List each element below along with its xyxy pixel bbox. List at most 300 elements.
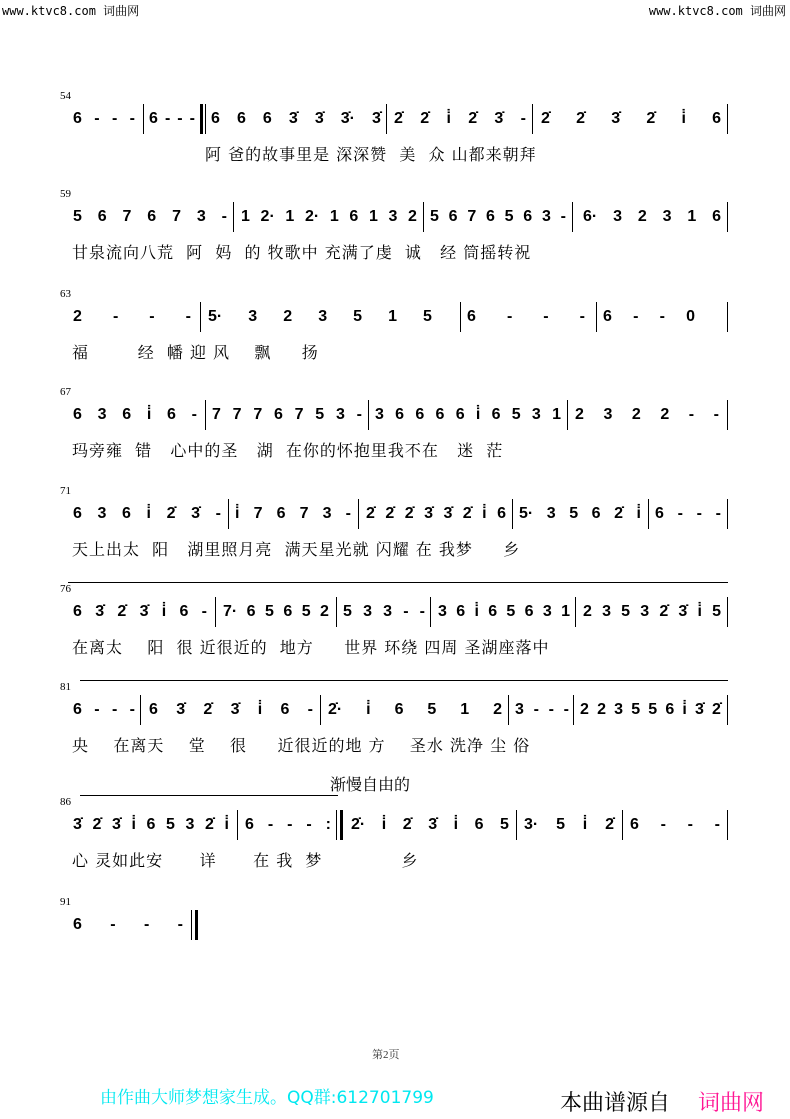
- measure-number: 86: [60, 796, 71, 808]
- note: 5: [500, 816, 509, 833]
- note: i̇: [146, 406, 152, 423]
- note: 3̇·: [340, 110, 355, 127]
- note: 6: [283, 603, 293, 620]
- final-barline: [195, 910, 198, 940]
- note: -: [356, 406, 362, 423]
- measure: [540, 108, 722, 130]
- note: 3: [602, 603, 611, 620]
- note: -: [111, 701, 118, 718]
- note: 6: [149, 701, 158, 718]
- note: 7: [299, 505, 309, 522]
- staff-row: [0, 288, 790, 368]
- note: 3: [541, 208, 551, 225]
- note: 6: [665, 701, 675, 718]
- barline: [386, 104, 387, 134]
- note: 6: [122, 406, 132, 423]
- note: -: [215, 505, 221, 522]
- note: 1: [368, 208, 378, 225]
- barline: [516, 810, 517, 840]
- measure: [211, 404, 363, 426]
- measure: [234, 503, 352, 525]
- note: 1: [460, 701, 470, 718]
- source-label: 本曲谱源自: [560, 1091, 671, 1116]
- note: 5: [506, 603, 516, 620]
- note: i̇: [582, 816, 588, 833]
- note: -: [164, 110, 171, 127]
- note: 2: [73, 308, 82, 325]
- measure: [518, 503, 642, 525]
- measure: [582, 206, 722, 228]
- note: 1: [561, 603, 570, 620]
- note: 3̇: [372, 110, 381, 127]
- note: 2̇: [166, 505, 176, 522]
- barline: [358, 499, 359, 529]
- staff-row: [0, 90, 790, 170]
- staff-row: [0, 796, 790, 876]
- note: 2̇: [404, 505, 414, 522]
- note: 6: [591, 505, 601, 522]
- note: 2: [583, 603, 592, 620]
- note: 3̇: [95, 603, 105, 620]
- note: 3: [335, 406, 345, 423]
- barline: [622, 810, 623, 840]
- note: 2̇: [402, 816, 412, 833]
- note: 6: [394, 701, 404, 718]
- note: 2·: [304, 208, 320, 225]
- measure: [374, 404, 562, 426]
- volta-line: [68, 582, 728, 583]
- volta-line: [80, 795, 338, 796]
- note: i̇: [235, 505, 240, 522]
- note: 2̇: [614, 505, 623, 522]
- note: i̇: [131, 816, 136, 833]
- note: 6: [122, 505, 131, 522]
- note: 2: [597, 701, 606, 718]
- note: i̇: [446, 110, 451, 127]
- note: 5: [556, 816, 565, 833]
- note: 3̇: [494, 110, 504, 127]
- note: i̇: [482, 505, 487, 522]
- note: 5: [166, 816, 175, 833]
- note: 6: [603, 308, 612, 325]
- barline: [727, 695, 728, 725]
- note: -: [177, 916, 183, 933]
- note: 2̇: [92, 816, 102, 833]
- measure-number: 81: [60, 681, 71, 693]
- note: 1: [285, 208, 295, 225]
- measure: [222, 601, 330, 623]
- note: i̇: [161, 603, 167, 620]
- note: i̇: [681, 110, 686, 127]
- note: i̇: [224, 816, 229, 833]
- note: 3̇: [314, 110, 324, 127]
- lyrics: 玛旁雍 错 心中的圣 湖 在你的怀抱里我不在 迷 茫: [72, 441, 504, 460]
- note: 2: [580, 701, 589, 718]
- note: 2̇·: [328, 701, 343, 718]
- note: 6: [276, 505, 286, 522]
- note: -: [111, 110, 118, 127]
- page-number: 第2页: [372, 1049, 400, 1061]
- repeat-start-barline: [200, 104, 203, 134]
- note: 6: [455, 406, 465, 423]
- measure-number: 91: [60, 896, 71, 908]
- note: 5: [315, 406, 325, 423]
- note: 3: [375, 406, 384, 423]
- note: 2̇: [462, 505, 472, 522]
- staff-row: [0, 485, 790, 565]
- barline: [727, 499, 728, 529]
- note: 3: [97, 406, 107, 423]
- note: 6: [456, 603, 466, 620]
- note: i̇: [475, 406, 481, 423]
- measure: [629, 814, 721, 836]
- note: 7: [294, 406, 304, 423]
- note: 6·: [583, 208, 598, 225]
- note: 5: [504, 208, 514, 225]
- note: -: [548, 701, 554, 718]
- barline: [423, 202, 424, 232]
- barline: [320, 695, 321, 725]
- note: 6: [179, 603, 189, 620]
- watermark-right: www.ktvc8.com 词曲网: [648, 4, 786, 18]
- note: 2̇: [659, 603, 669, 620]
- measure: [72, 914, 184, 936]
- note: 3̇: [288, 110, 298, 127]
- staff-row: [0, 681, 790, 761]
- measure: [365, 503, 507, 525]
- note: 6: [146, 816, 156, 833]
- note: -: [94, 110, 100, 127]
- note: -: [143, 916, 150, 933]
- note: 6: [395, 406, 405, 423]
- note: 6: [73, 603, 82, 620]
- note: 6: [488, 603, 498, 620]
- note: 6: [73, 406, 82, 423]
- barline: [575, 597, 576, 627]
- note: -: [713, 406, 719, 423]
- note: 3̇: [73, 816, 82, 833]
- note: 5: [430, 208, 439, 225]
- measure: [514, 699, 570, 721]
- measure: [574, 404, 720, 426]
- note: 7: [172, 208, 181, 225]
- barline: [648, 499, 649, 529]
- note: 7: [122, 208, 132, 225]
- note: 6: [524, 603, 534, 620]
- barline: [430, 597, 431, 627]
- note: 6: [349, 208, 359, 225]
- note: 1: [552, 406, 561, 423]
- measure-number: 59: [60, 188, 71, 200]
- note: 2: [631, 406, 641, 423]
- measure: [207, 306, 433, 328]
- note: -: [189, 110, 195, 127]
- note: -: [687, 816, 693, 833]
- note: 1: [329, 208, 339, 225]
- note: 2̇: [468, 110, 478, 127]
- note: 2: [408, 208, 417, 225]
- note: -: [306, 816, 312, 833]
- barline: [727, 400, 728, 430]
- note: 6: [149, 110, 158, 127]
- lyrics: 天上出太 阳 湖里照月亮 满天星光就 闪耀 在 我梦 乡: [72, 540, 521, 559]
- note: 5: [427, 701, 437, 718]
- note: 2: [660, 406, 670, 423]
- note: -: [94, 701, 100, 718]
- note: -: [714, 816, 720, 833]
- note: 5: [73, 208, 82, 225]
- note: 2: [637, 208, 647, 225]
- note: 0: [686, 308, 695, 325]
- note: 6: [467, 308, 476, 325]
- note: 5: [712, 603, 721, 620]
- measure: [240, 206, 418, 228]
- note: 3: [614, 701, 624, 718]
- note: 1: [388, 308, 397, 325]
- note: 2̇: [385, 505, 395, 522]
- barline: [573, 695, 574, 725]
- note: 2: [320, 603, 329, 620]
- measure: [523, 814, 615, 836]
- note: 3: [613, 208, 622, 225]
- barline: [512, 499, 513, 529]
- barline: [237, 810, 238, 840]
- note: 6: [712, 110, 721, 127]
- note: 6: [73, 110, 82, 127]
- measure: [437, 601, 571, 623]
- note: 3: [603, 406, 613, 423]
- note: 7: [467, 208, 477, 225]
- measure: [244, 814, 332, 836]
- barline: [727, 104, 728, 134]
- note: 2̇: [420, 110, 430, 127]
- note: 7: [212, 406, 221, 423]
- measure: [393, 108, 527, 130]
- barline: [336, 597, 337, 627]
- measure-number: 54: [60, 90, 71, 102]
- note: -: [715, 505, 721, 522]
- note: 5·: [208, 308, 223, 325]
- note: :: [325, 816, 331, 833]
- note: 3̇: [176, 701, 186, 718]
- note: 1: [687, 208, 697, 225]
- note: 3: [662, 208, 672, 225]
- note: 6: [246, 603, 256, 620]
- note: -: [560, 208, 566, 225]
- barline: [727, 202, 728, 232]
- note: 3: [531, 406, 541, 423]
- measure: [148, 108, 196, 130]
- measure: [350, 814, 510, 836]
- note: 6: [630, 816, 639, 833]
- note: 6: [245, 816, 254, 833]
- note: 3̇: [428, 816, 438, 833]
- note: i̇: [366, 701, 371, 718]
- note: 2̇: [117, 603, 127, 620]
- note: 3: [322, 505, 332, 522]
- staff-row: [0, 583, 790, 663]
- lyrics: 在离太 阳 很 近很近的 地方 世界 环绕 四周 圣湖座落中: [72, 638, 550, 657]
- note: -: [659, 308, 665, 325]
- note: 6: [523, 208, 533, 225]
- barline: [532, 104, 533, 134]
- note: 6: [211, 110, 220, 127]
- note: 6: [73, 505, 82, 522]
- measure: [602, 306, 696, 328]
- barline: [200, 302, 201, 332]
- note: 3̇: [191, 505, 201, 522]
- note: 7: [232, 406, 242, 423]
- tempo-marking: 渐慢自由的: [330, 775, 411, 794]
- measure: [429, 206, 567, 228]
- note: -: [563, 701, 569, 718]
- note: -: [345, 505, 351, 522]
- note: i̇: [453, 816, 459, 833]
- note: 3: [640, 603, 650, 620]
- staff-row: [0, 188, 790, 268]
- note: 6: [167, 406, 176, 423]
- note: 7: [253, 406, 263, 423]
- note: -: [520, 110, 526, 127]
- note: 6: [262, 110, 272, 127]
- note: 3: [196, 208, 206, 225]
- measure: [72, 601, 208, 623]
- barline: [143, 104, 144, 134]
- note: 3: [363, 603, 372, 620]
- barline: [205, 400, 206, 430]
- note: 2̇: [541, 110, 550, 127]
- measure: [654, 503, 722, 525]
- note: 6: [97, 208, 107, 225]
- note: 7: [253, 505, 263, 522]
- note: 2̇: [205, 816, 214, 833]
- note: 3: [185, 816, 195, 833]
- note: 3·: [524, 816, 539, 833]
- note: -: [307, 701, 313, 718]
- note: 3̇: [694, 701, 704, 718]
- note: 6: [273, 406, 283, 423]
- lyrics: 心 灵如此安 详 在 我 梦 乡: [72, 851, 419, 870]
- note: 2̇: [576, 110, 586, 127]
- note: -: [129, 701, 135, 718]
- note: 3̇: [443, 505, 453, 522]
- barline: [596, 302, 597, 332]
- note: 2̇: [712, 701, 721, 718]
- note: 2: [493, 701, 502, 718]
- note: 5: [423, 308, 432, 325]
- note: -: [149, 308, 155, 325]
- barline: [228, 499, 229, 529]
- note: -: [660, 816, 666, 833]
- note: -: [110, 916, 116, 933]
- measure: [72, 404, 198, 426]
- note: -: [191, 406, 197, 423]
- note: 6: [435, 406, 445, 423]
- note: 3̇: [112, 816, 121, 833]
- staff-row: [0, 386, 790, 466]
- barline: [368, 400, 369, 430]
- note: 2̇·: [351, 816, 366, 833]
- note: 2̇: [605, 816, 614, 833]
- barline: [336, 810, 337, 840]
- note: i̇: [257, 701, 263, 718]
- lyrics: 阿 爸的故事里是 深深赞 美 众 山都来朝拜: [205, 145, 537, 164]
- measure: [327, 699, 503, 721]
- note: 2̇: [394, 110, 403, 127]
- measure: [72, 814, 230, 836]
- note: -: [129, 110, 135, 127]
- note: 5: [631, 701, 641, 718]
- volta-line: [80, 680, 728, 681]
- note: 6: [448, 208, 458, 225]
- note: 3̇: [611, 110, 621, 127]
- note: -: [677, 505, 683, 522]
- note: 5: [511, 406, 521, 423]
- note: 6: [712, 208, 721, 225]
- barline: [191, 910, 192, 940]
- source-site-link[interactable]: 词曲网: [698, 1091, 765, 1116]
- measure: [582, 601, 722, 623]
- measure: [579, 699, 722, 721]
- note: 6: [280, 701, 290, 718]
- barline: [727, 302, 728, 332]
- note: -: [579, 308, 585, 325]
- measure: [210, 108, 382, 130]
- measure: [72, 108, 136, 130]
- note: i̇: [682, 701, 687, 718]
- note: 6: [73, 916, 82, 933]
- note: 2̇: [646, 110, 656, 127]
- note: 6: [655, 505, 664, 522]
- barline: [205, 104, 206, 134]
- note: 5: [621, 603, 631, 620]
- note: 3: [542, 603, 552, 620]
- note: 3: [318, 308, 328, 325]
- note: 3: [383, 603, 393, 620]
- note: 6: [415, 406, 425, 423]
- note: 3: [388, 208, 398, 225]
- note: -: [287, 816, 293, 833]
- note: 2̇: [203, 701, 213, 718]
- measure-number: 67: [60, 386, 71, 398]
- note: -: [267, 816, 274, 833]
- measure-number: 63: [60, 288, 71, 300]
- note: -: [185, 308, 191, 325]
- note: -: [221, 208, 227, 225]
- note: i̇: [697, 603, 702, 620]
- measure: [466, 306, 586, 328]
- measure: [72, 206, 228, 228]
- note: 5·: [519, 505, 534, 522]
- measure: [342, 601, 426, 623]
- barline: [140, 695, 141, 725]
- generator-credit: 由作曲大师梦想家生成。QQ群:612701799: [100, 1088, 434, 1108]
- note: i̇: [146, 505, 151, 522]
- measure: [72, 503, 222, 525]
- note: 5: [265, 603, 274, 620]
- note: 3: [546, 505, 556, 522]
- note: 7·: [223, 603, 238, 620]
- note: 6: [73, 701, 82, 718]
- note: 6: [474, 816, 484, 833]
- note: 3̇: [139, 603, 149, 620]
- measure-number: 71: [60, 485, 71, 497]
- note: 5: [301, 603, 311, 620]
- barline: [508, 695, 509, 725]
- lyrics: 央 在离天 堂 很 近很近的地 方 圣水 洗净 尘 俗: [72, 736, 531, 755]
- repeat-end-barline: [340, 810, 343, 840]
- note: 3: [248, 308, 258, 325]
